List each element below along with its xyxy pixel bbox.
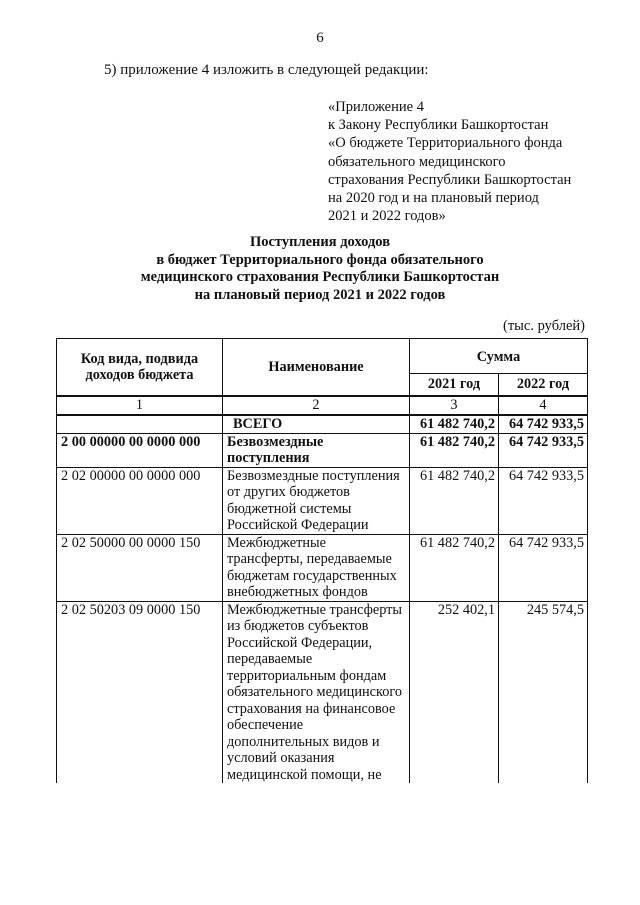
column-number: 4 <box>499 396 588 415</box>
row-value-2021: 252 402,1 <box>410 601 499 783</box>
row-code <box>57 415 223 434</box>
row-code: 2 02 50203 09 0000 150 <box>57 601 223 783</box>
row-value-2022: 64 742 933,5 <box>499 433 588 467</box>
row-value-2021: 61 482 740,2 <box>410 467 499 534</box>
table-row <box>57 601 588 783</box>
row-code: 2 02 00000 00 0000 000 <box>57 467 223 534</box>
row-name: Безвозмездные поступления от других бюджетов бюджетной системы Российской Федерации <box>223 467 410 534</box>
row-value-2022: 64 742 933,5 <box>499 467 588 534</box>
appendix-line: обязательного медицинского <box>328 153 506 170</box>
amendment-intro: 5) приложение 4 изложить в следующей редакции: <box>104 62 429 78</box>
row-value-2022: 245 574,5 <box>499 601 588 783</box>
income-table <box>56 338 588 783</box>
row-value-2021: 61 482 740,2 <box>410 415 499 434</box>
table-row <box>57 467 588 534</box>
row-code: 2 00 00000 00 0000 000 <box>57 433 223 467</box>
header-year-2021: 2021 год <box>410 373 499 396</box>
units-label: (тыс. рублей) <box>503 318 585 334</box>
appendix-line: 2021 и 2022 годов» <box>328 208 446 225</box>
row-name: Межбюджетные трансферты, передаваемые бюджетам государственных внебюджетных фондов <box>223 534 410 601</box>
column-number: 2 <box>223 396 410 415</box>
row-value-2022: 64 742 933,5 <box>499 534 588 601</box>
appendix-line: на 2020 год и на плановый период <box>328 190 539 207</box>
row-name: ВСЕГО <box>223 415 410 434</box>
appendix-line: к Закону Республики Башкортостан <box>328 117 549 134</box>
header-sum: Сумма <box>410 339 588 374</box>
title-line: в бюджет Территориального фонда обязательного <box>156 251 484 268</box>
row-value-2021: 61 482 740,2 <box>410 534 499 601</box>
title-line: Поступления доходов <box>249 234 391 250</box>
appendix-reference <box>328 98 571 225</box>
appendix-line: «О бюджете Территориального фонда <box>328 135 563 152</box>
appendix-line: страхования Республики Башкортостан <box>328 171 572 188</box>
column-number: 1 <box>57 396 223 415</box>
header-year-2022: 2022 год <box>499 373 588 396</box>
page-number: 6 <box>316 30 324 46</box>
table-row <box>57 534 588 601</box>
column-number-row <box>57 396 588 415</box>
row-value-2021: 61 482 740,2 <box>410 433 499 467</box>
table-row-total <box>57 415 588 434</box>
row-value-2022: 64 742 933,5 <box>499 415 588 434</box>
title-line: медицинского страхования Республики Башкортостан <box>140 269 500 285</box>
row-code: 2 02 50000 00 0000 150 <box>57 534 223 601</box>
table-row <box>57 433 588 467</box>
header-name: Наименование <box>223 339 410 397</box>
header-code: Код вида, подвида доходов бюджета <box>57 339 223 397</box>
appendix-line: «Приложение 4 <box>328 99 424 115</box>
row-name: Межбюджетные трансферты из бюджетов субъектов Российской Федерации, передаваемые территориальным фондам обязательного медицинского страхования на финансовое обеспечение дополнительных видов и условий оказания медицинской помощи, не <box>223 601 410 783</box>
row-name: Безвозмездные поступления <box>223 433 410 467</box>
document-title <box>0 234 640 304</box>
title-line: на плановый период 2021 и 2022 годов <box>194 286 446 303</box>
column-number: 3 <box>410 396 499 415</box>
